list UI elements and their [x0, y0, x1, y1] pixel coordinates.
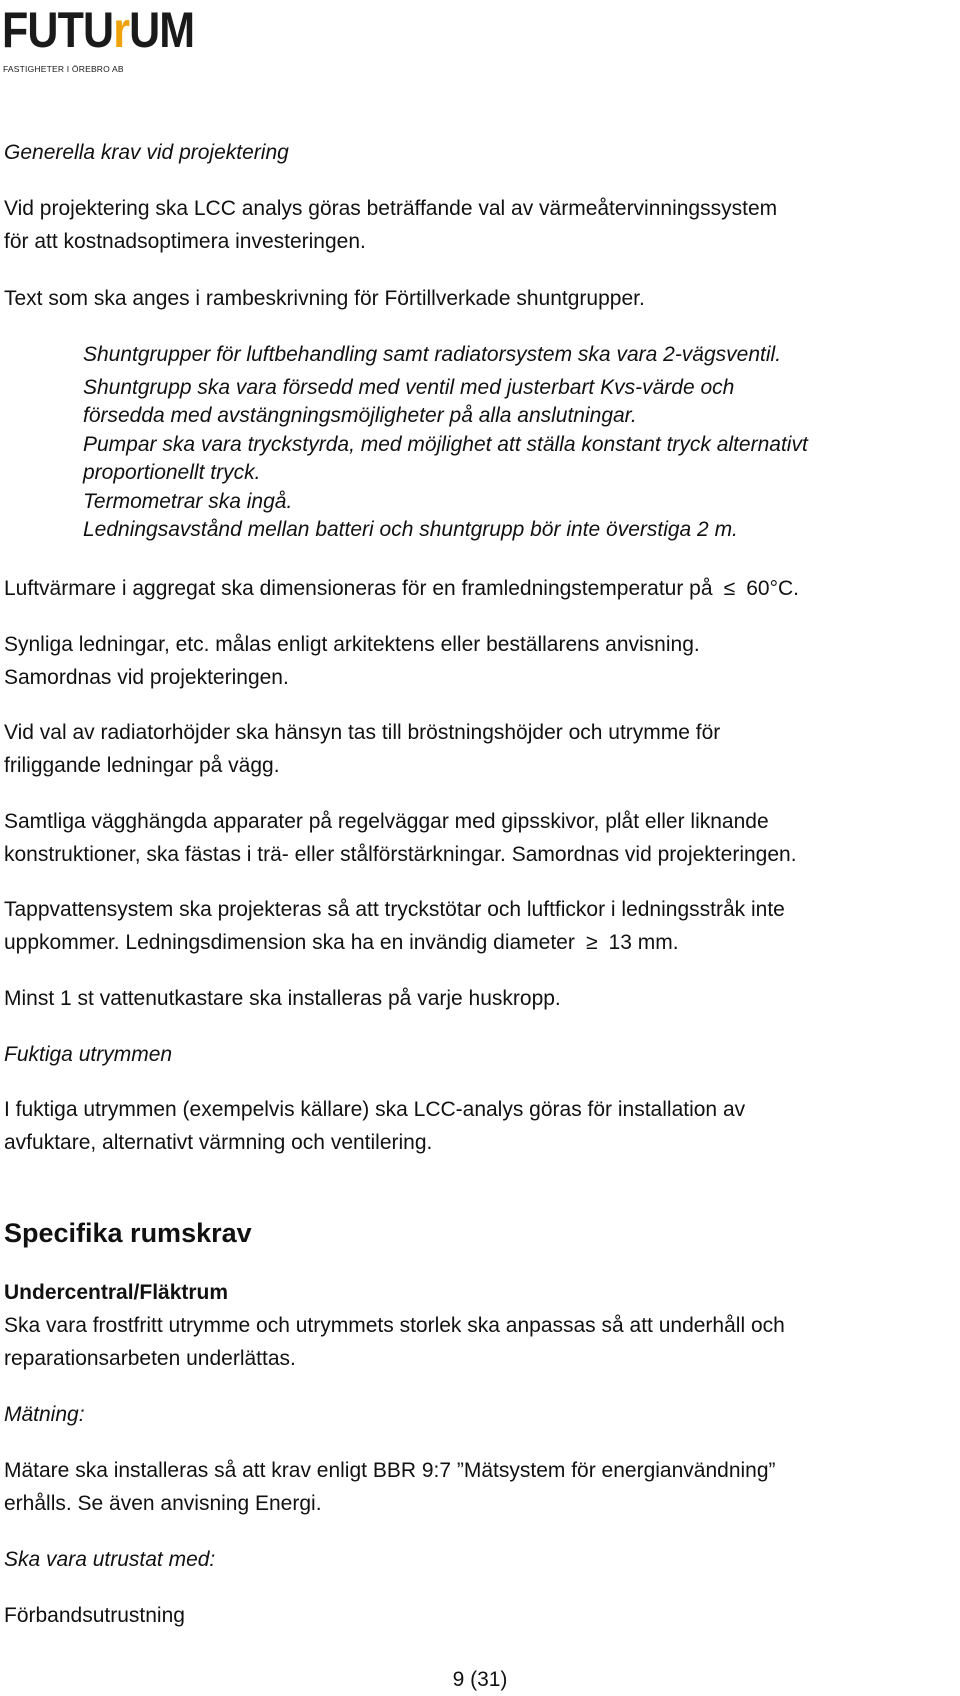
- matning-line-1: Mätare ska installeras så att krav enligt BBR 9:7 ”Mätsystem för energianvändning”: [4, 1459, 776, 1482]
- shunt-line-3: försedda med avstängningsmöjligheter på alla anslutningar.: [83, 404, 637, 427]
- lcc-line-1: Vid projektering ska LCC analys göras beträffande val av värmeåtervinningssystem: [4, 197, 778, 220]
- shunt-line-5: proportionellt tryck.: [83, 461, 261, 484]
- radiator-line-1: Vid val av radiatorhöjder ska hänsyn tas till bröstningshöjder och utrymme för: [4, 721, 721, 744]
- shunt-line-4: Pumpar ska vara tryckstyrda, med möjlighet att ställa konstant tryck alternativt: [83, 433, 808, 456]
- tapp-line-2: uppkommer. Ledningsdimension ska ha en invändig diameter ≥ 13 mm.: [4, 926, 679, 959]
- samtliga-line-1: Samtliga vägghängda apparater på regelväggar med gipsskivor, plåt eller liknande: [4, 810, 769, 833]
- lcc-line-2: för att kostnadsoptimera investeringen.: [4, 230, 366, 253]
- company-logo: [2, 2, 202, 76]
- specifika-heading: Specifika rumskrav: [4, 1218, 252, 1248]
- synliga-line-1: Synliga ledningar, etc. målas enligt arkitektens eller beställarens anvisning.: [4, 633, 700, 656]
- luftvarmare-paragraph: Luftvärmare i aggregat ska dimensioneras för en framledningstemperatur på ≤ 60°C.: [4, 572, 799, 605]
- page-number: 9 (31): [452, 1668, 508, 1691]
- text-intro: Text som ska anges i rambeskrivning för Förtillverkade shuntgrupper.: [4, 287, 645, 310]
- shunt-line-1: Shuntgrupper för luftbehandling samt radiatorsystem ska vara 2-vägsventil.: [83, 343, 782, 366]
- greater-equal-symbol: ≥: [585, 931, 598, 954]
- fuktiga-heading: Fuktiga utrymmen: [4, 1043, 173, 1066]
- minst-paragraph: Minst 1 st vattenutkastare ska installeras på varje huskropp.: [4, 987, 561, 1010]
- undercentral-heading: Undercentral/Fläktrum: [4, 1281, 229, 1304]
- logo-subtitle: FASTIGHETER I ÖREBRO AB: [3, 64, 124, 74]
- general-heading: Generella krav vid projektering: [4, 141, 289, 164]
- undercentral-line-1: Ska vara frostfritt utrymme och utrymmets storlek ska anpassas så att underhåll och: [4, 1314, 785, 1337]
- synliga-line-2: Samordnas vid projekteringen.: [4, 666, 289, 689]
- less-equal-symbol: ≤: [723, 577, 736, 600]
- shunt-line-7: Ledningsavstånd mellan batteri och shuntgrupp bör inte överstiga 2 m.: [83, 518, 738, 541]
- samtliga-line-2: konstruktioner, ska fästas i trä- eller stålförstärkningar. Samordnas vid projekteringen.: [4, 843, 797, 866]
- matning-heading: Mätning:: [4, 1403, 85, 1426]
- utrustat-heading: Ska vara utrustat med:: [4, 1548, 216, 1571]
- fuktiga-line-1: I fuktiga utrymmen (exempelvis källare) ska LCC-analys göras för installation av: [4, 1098, 746, 1121]
- tapp-line-1: Tappvattensystem ska projekteras så att tryckstötar och luftfickor i ledningsstråk inte: [4, 898, 785, 921]
- forband-item: Förbandsutrustning: [4, 1604, 185, 1627]
- shunt-line-2: Shuntgrupp ska vara försedd med ventil med justerbart Kvs-värde och: [83, 376, 735, 399]
- logo-wordmark: FUTUrUM: [2, 2, 195, 58]
- fuktiga-line-2: avfuktare, alternativt värmning och ventilering.: [4, 1131, 433, 1154]
- matning-line-2: erhålls. Se även anvisning Energi.: [4, 1492, 322, 1515]
- radiator-line-2: friliggande ledningar på vägg.: [4, 754, 280, 777]
- undercentral-line-2: reparationsarbeten underlättas.: [4, 1347, 296, 1370]
- shunt-line-6: Termometrar ska ingå.: [83, 490, 293, 513]
